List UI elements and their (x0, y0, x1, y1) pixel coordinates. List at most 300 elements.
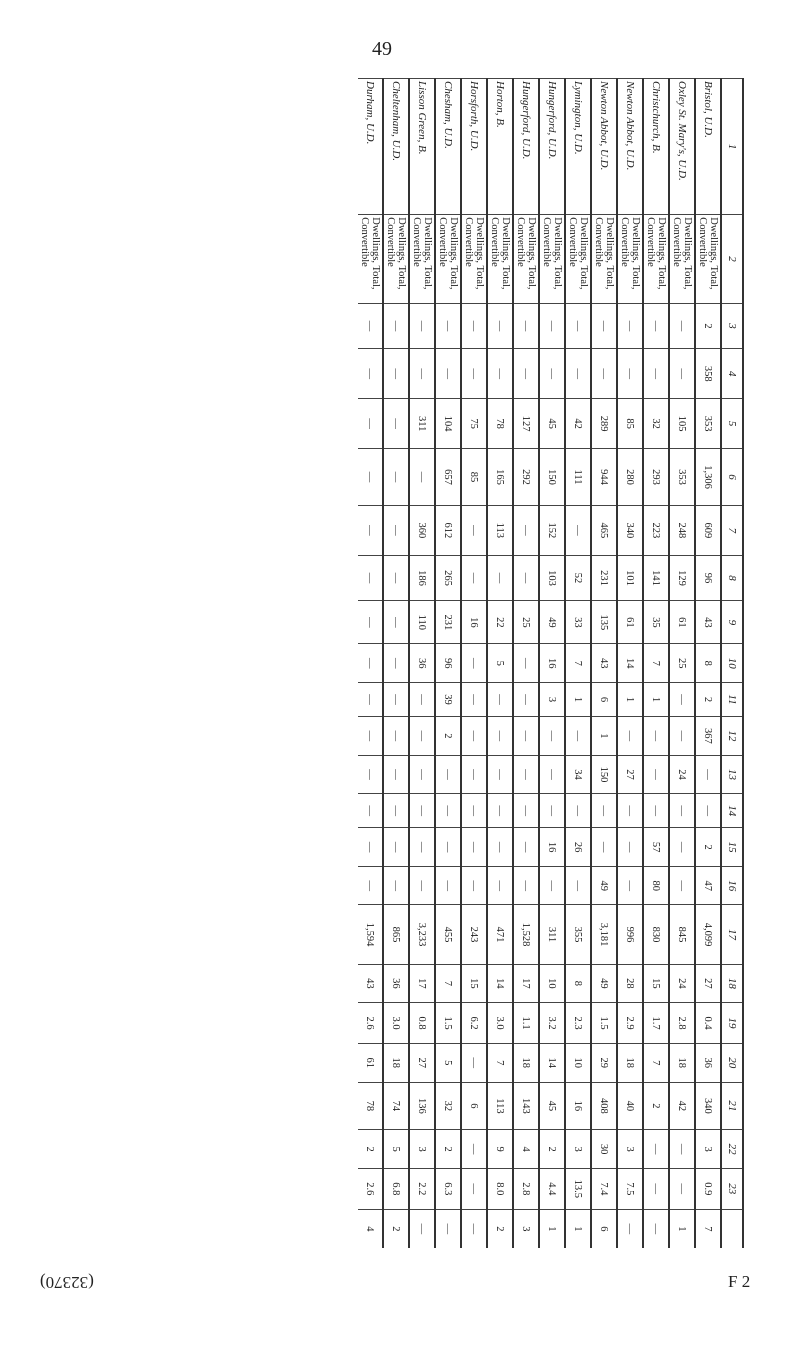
value-cell: 223 (643, 505, 669, 555)
value-cell: — (487, 794, 513, 828)
value-cell: 49 (539, 601, 565, 644)
value-cell: 3,233 (409, 905, 435, 964)
category-cell: Dwellings, Total, Convertible (358, 215, 383, 304)
value-cell: 135 (591, 601, 617, 644)
value-cell: — (409, 449, 435, 506)
value-cell: 14 (617, 644, 643, 683)
value-cell: 52 (565, 555, 591, 600)
value-cell: 27 (695, 964, 721, 1003)
value-cell: 14 (487, 964, 513, 1003)
value-cell: 5 (487, 644, 513, 683)
value-cell: — (383, 755, 409, 794)
value-cell: 4 (513, 1130, 539, 1169)
value-cell: — (487, 828, 513, 867)
table-body (358, 79, 721, 1249)
value-cell: 7 (565, 644, 591, 683)
value-cell: 248 (669, 505, 695, 555)
value-cell: 340 (617, 505, 643, 555)
value-cell: 3.0 (487, 1003, 513, 1044)
value-cell: — (409, 828, 435, 867)
value-cell: — (617, 717, 643, 756)
category-cell: Dwellings, Total, Convertible (487, 215, 513, 304)
value-cell: 1.5 (435, 1003, 461, 1044)
value-cell: 2 (643, 1082, 669, 1130)
column-number-header: 3 (721, 303, 743, 348)
value-cell: 61 (358, 1043, 383, 1082)
value-cell: 10 (565, 1043, 591, 1082)
value-cell: 25 (513, 601, 539, 644)
value-cell: 3,181 (591, 905, 617, 964)
value-cell: — (513, 505, 539, 555)
value-cell: 2.6 (358, 1003, 383, 1044)
region-cell: Horsforth, U.D. (461, 79, 487, 215)
table-row (695, 79, 721, 1249)
value-cell: 2 (695, 682, 721, 716)
value-cell: 280 (617, 449, 643, 506)
value-cell: 2 (695, 828, 721, 867)
value-cell: — (565, 505, 591, 555)
value-cell: 32 (435, 1082, 461, 1130)
column-number-header: 5 (721, 399, 743, 449)
value-cell: 18 (669, 1043, 695, 1082)
value-cell: 15 (643, 964, 669, 1003)
value-cell: 143 (513, 1082, 539, 1130)
value-cell: — (461, 755, 487, 794)
value-cell: 265 (435, 555, 461, 600)
value-cell: 40 (617, 1082, 643, 1130)
value-cell: 28 (617, 964, 643, 1003)
value-cell: 30 (591, 1130, 617, 1169)
value-cell: 1,306 (695, 449, 721, 506)
table-row (461, 79, 487, 1249)
region-cell: Hungerford, U.D. (513, 79, 539, 215)
column-number-header: 1 (721, 79, 743, 215)
value-cell: 47 (695, 866, 721, 905)
table-row (513, 79, 539, 1249)
value-cell: 45 (539, 1082, 565, 1130)
value-cell: 609 (695, 505, 721, 555)
value-cell: — (513, 682, 539, 716)
value-cell: 2 (435, 1130, 461, 1169)
value-cell: — (461, 1130, 487, 1169)
value-cell: 6.8 (383, 1168, 409, 1209)
value-cell: 7 (643, 644, 669, 683)
value-cell: — (358, 449, 383, 506)
value-cell: — (358, 828, 383, 867)
value-cell: — (669, 303, 695, 348)
column-number-header: 19 (721, 1003, 743, 1044)
value-cell: 32 (643, 399, 669, 449)
value-cell: 3.0 (383, 1003, 409, 1044)
value-cell: 57 (643, 828, 669, 867)
value-cell: 42 (669, 1082, 695, 1130)
value-cell: 2 (383, 1209, 409, 1248)
column-number-header: 16 (721, 866, 743, 905)
value-cell: — (383, 794, 409, 828)
value-cell: 8 (565, 964, 591, 1003)
value-cell: — (513, 866, 539, 905)
value-cell: 85 (617, 399, 643, 449)
region-cell: Horton, B. (487, 79, 513, 215)
value-cell: — (383, 349, 409, 399)
column-number-header: 11 (721, 682, 743, 716)
value-cell: — (409, 866, 435, 905)
value-cell: 78 (358, 1082, 383, 1130)
value-cell: 16 (539, 828, 565, 867)
value-cell: 113 (487, 505, 513, 555)
value-cell: 7 (643, 1043, 669, 1082)
value-cell: 74 (383, 1082, 409, 1130)
value-cell: — (669, 828, 695, 867)
value-cell: — (435, 349, 461, 399)
value-cell: — (461, 1043, 487, 1082)
value-cell: 353 (695, 399, 721, 449)
value-cell: 45 (539, 399, 565, 449)
value-cell: 1 (643, 682, 669, 716)
region-cell: Durham, U.D. (358, 79, 383, 215)
value-cell: 27 (409, 1043, 435, 1082)
value-cell: 830 (643, 905, 669, 964)
column-number-header: 12 (721, 717, 743, 756)
value-cell: 150 (591, 755, 617, 794)
value-cell: — (643, 1168, 669, 1209)
value-cell: 141 (643, 555, 669, 600)
value-cell: — (435, 755, 461, 794)
value-cell: — (409, 303, 435, 348)
value-cell: 16 (461, 601, 487, 644)
category-cell: Dwellings, Total, Convertible (409, 215, 435, 304)
value-cell: — (435, 1209, 461, 1248)
column-number-header: 20 (721, 1043, 743, 1082)
value-cell: 6.2 (461, 1003, 487, 1044)
column-number-row (721, 79, 743, 1249)
column-number-header: 7 (721, 505, 743, 555)
value-cell: 3 (565, 1130, 591, 1169)
value-cell: 3 (695, 1130, 721, 1169)
value-cell: — (358, 717, 383, 756)
value-cell: 36 (383, 964, 409, 1003)
value-cell: — (358, 644, 383, 683)
value-cell: — (643, 303, 669, 348)
value-cell: 4 (358, 1209, 383, 1248)
value-cell: 18 (513, 1043, 539, 1082)
value-cell: 465 (591, 505, 617, 555)
value-cell: — (565, 349, 591, 399)
value-cell: — (487, 866, 513, 905)
column-number-header: 9 (721, 601, 743, 644)
value-cell: — (383, 399, 409, 449)
value-cell: 34 (565, 755, 591, 794)
value-cell: 353 (669, 449, 695, 506)
value-cell: 367 (695, 717, 721, 756)
value-cell: 0.9 (695, 1168, 721, 1209)
table-row (591, 79, 617, 1249)
value-cell: 4.4 (539, 1168, 565, 1209)
value-cell: — (435, 303, 461, 348)
value-cell: — (669, 1130, 695, 1169)
value-cell: 4,099 (695, 905, 721, 964)
category-cell: Dwellings, Total, Convertible (383, 215, 409, 304)
value-cell: 39 (435, 682, 461, 716)
value-cell: — (513, 349, 539, 399)
value-cell: 3 (513, 1209, 539, 1248)
value-cell: 43 (591, 644, 617, 683)
value-cell: — (591, 349, 617, 399)
column-number-header: 8 (721, 555, 743, 600)
value-cell: 24 (669, 755, 695, 794)
value-cell: 2.6 (358, 1168, 383, 1209)
table-row (383, 79, 409, 1249)
value-cell: 289 (591, 399, 617, 449)
value-cell: 110 (409, 601, 435, 644)
value-cell: — (513, 755, 539, 794)
value-cell: — (565, 717, 591, 756)
column-number-header: 23 (721, 1168, 743, 1209)
statistics-table (358, 78, 744, 1248)
value-cell: 340 (695, 1082, 721, 1130)
value-cell: 5 (435, 1043, 461, 1082)
value-cell: 1.7 (643, 1003, 669, 1044)
region-cell: Oxley St. Mary's, U.D. (669, 79, 695, 215)
value-cell: — (643, 717, 669, 756)
value-cell: 2 (358, 1130, 383, 1169)
value-cell: 43 (358, 964, 383, 1003)
value-cell: — (461, 303, 487, 348)
print-code: (32370) (40, 1273, 94, 1292)
value-cell: 16 (539, 644, 565, 683)
value-cell: 3 (409, 1130, 435, 1169)
value-cell: — (695, 794, 721, 828)
value-cell: 127 (513, 399, 539, 449)
value-cell: 1 (669, 1209, 695, 1248)
value-cell: — (487, 555, 513, 600)
value-cell: — (358, 755, 383, 794)
column-number-header (721, 1209, 743, 1248)
value-cell: 2.8 (513, 1168, 539, 1209)
value-cell: 2 (435, 717, 461, 756)
value-cell: 944 (591, 449, 617, 506)
value-cell: 10 (539, 964, 565, 1003)
value-cell: 231 (435, 601, 461, 644)
category-cell: Dwellings, Total, Convertible (695, 215, 721, 304)
value-cell: 49 (591, 964, 617, 1003)
value-cell: — (461, 505, 487, 555)
value-cell: 78 (487, 399, 513, 449)
column-number-header: 14 (721, 794, 743, 828)
category-cell: Dwellings, Total, Convertible (461, 215, 487, 304)
value-cell: 27 (617, 755, 643, 794)
value-cell: — (539, 866, 565, 905)
value-cell: — (409, 794, 435, 828)
value-cell: 36 (409, 644, 435, 683)
value-cell: — (461, 644, 487, 683)
page-number: 49 (372, 38, 392, 60)
value-cell: — (358, 601, 383, 644)
table-row (358, 79, 383, 1249)
region-cell: Newton Abbot, U.D. (591, 79, 617, 215)
value-cell: 6 (591, 1209, 617, 1248)
value-cell: — (358, 866, 383, 905)
value-cell: 311 (539, 905, 565, 964)
value-cell: 17 (513, 964, 539, 1003)
column-number-header: 2 (721, 215, 743, 304)
value-cell: — (539, 794, 565, 828)
value-cell: — (487, 349, 513, 399)
value-cell: 103 (539, 555, 565, 600)
value-cell: — (383, 601, 409, 644)
value-cell: — (643, 1209, 669, 1248)
value-cell: 1,528 (513, 905, 539, 964)
table-row (617, 79, 643, 1249)
value-cell: 8 (695, 644, 721, 683)
value-cell: 2.8 (669, 1003, 695, 1044)
column-number-header: 22 (721, 1130, 743, 1169)
value-cell: — (358, 555, 383, 600)
value-cell: — (383, 717, 409, 756)
value-cell: — (461, 717, 487, 756)
value-cell: — (539, 303, 565, 348)
value-cell: — (643, 349, 669, 399)
value-cell: 612 (435, 505, 461, 555)
table-row (487, 79, 513, 1249)
value-cell: — (435, 866, 461, 905)
value-cell: 33 (565, 601, 591, 644)
value-cell: 6 (461, 1082, 487, 1130)
column-number-header: 13 (721, 755, 743, 794)
value-cell: — (669, 866, 695, 905)
value-cell: 13.5 (565, 1168, 591, 1209)
category-cell: Dwellings, Total, Convertible (565, 215, 591, 304)
value-cell: 150 (539, 449, 565, 506)
region-cell: Chesham, U.D. (435, 79, 461, 215)
value-cell: 113 (487, 1082, 513, 1130)
column-number-header: 18 (721, 964, 743, 1003)
value-cell: — (669, 349, 695, 399)
value-cell: 8.0 (487, 1168, 513, 1209)
value-cell: — (358, 349, 383, 399)
value-cell: — (358, 682, 383, 716)
value-cell: 80 (643, 866, 669, 905)
value-cell: 3 (617, 1130, 643, 1169)
value-cell: 231 (591, 555, 617, 600)
value-cell: 7 (435, 964, 461, 1003)
value-cell: 36 (695, 1043, 721, 1082)
value-cell: 104 (435, 399, 461, 449)
category-cell: Dwellings, Total, Convertible (591, 215, 617, 304)
value-cell: — (487, 755, 513, 794)
value-cell: 22 (487, 601, 513, 644)
value-cell: — (617, 828, 643, 867)
value-cell: — (513, 828, 539, 867)
region-cell: Hungerford, U.D. (539, 79, 565, 215)
value-cell: 136 (409, 1082, 435, 1130)
value-cell: 1 (565, 1209, 591, 1248)
value-cell: — (409, 755, 435, 794)
value-cell: — (461, 555, 487, 600)
value-cell: 18 (383, 1043, 409, 1082)
value-cell: — (383, 303, 409, 348)
value-cell: — (617, 349, 643, 399)
value-cell: — (643, 794, 669, 828)
value-cell: — (617, 1209, 643, 1248)
value-cell: — (695, 755, 721, 794)
value-cell: — (461, 682, 487, 716)
value-cell: 0.4 (695, 1003, 721, 1044)
value-cell: — (383, 449, 409, 506)
value-cell: 845 (669, 905, 695, 964)
value-cell: — (591, 303, 617, 348)
value-cell: 152 (539, 505, 565, 555)
value-cell: — (669, 717, 695, 756)
category-cell: Dwellings, Total, Convertible (435, 215, 461, 304)
value-cell: 15 (461, 964, 487, 1003)
value-cell: 1 (617, 682, 643, 716)
value-cell: 2 (539, 1130, 565, 1169)
region-cell: Lisson Green, B. (409, 79, 435, 215)
value-cell: 292 (513, 449, 539, 506)
column-number-header: 17 (721, 905, 743, 964)
value-cell: 26 (565, 828, 591, 867)
value-cell: — (669, 1168, 695, 1209)
value-cell: — (643, 755, 669, 794)
column-number-header: 15 (721, 828, 743, 867)
value-cell: 243 (461, 905, 487, 964)
value-cell: — (591, 794, 617, 828)
value-cell: 24 (669, 964, 695, 1003)
value-cell: — (487, 682, 513, 716)
value-cell: — (539, 755, 565, 794)
value-cell: — (358, 794, 383, 828)
value-cell: — (539, 717, 565, 756)
value-cell: 49 (591, 866, 617, 905)
value-cell: 3 (539, 682, 565, 716)
value-cell: — (513, 644, 539, 683)
value-cell: 360 (409, 505, 435, 555)
value-cell: — (565, 866, 591, 905)
table-row (669, 79, 695, 1249)
value-cell: — (358, 303, 383, 348)
value-cell: 1 (591, 717, 617, 756)
value-cell: — (487, 717, 513, 756)
table-frame (62, 78, 744, 1248)
value-cell: 165 (487, 449, 513, 506)
value-cell: — (383, 555, 409, 600)
value-cell: 996 (617, 905, 643, 964)
value-cell: — (409, 1209, 435, 1248)
value-cell: 29 (591, 1043, 617, 1082)
value-cell: 1 (539, 1209, 565, 1248)
value-cell: 2 (695, 303, 721, 348)
value-cell: — (358, 505, 383, 555)
value-cell: — (383, 866, 409, 905)
value-cell: 657 (435, 449, 461, 506)
value-cell: 865 (383, 905, 409, 964)
value-cell: — (383, 644, 409, 683)
region-cell: Christchurch, B. (643, 79, 669, 215)
value-cell: — (461, 866, 487, 905)
value-cell: — (409, 349, 435, 399)
value-cell: 2.3 (565, 1003, 591, 1044)
value-cell: 1,594 (358, 905, 383, 964)
value-cell: — (669, 682, 695, 716)
table-row (539, 79, 565, 1249)
value-cell: 42 (565, 399, 591, 449)
value-cell: — (669, 794, 695, 828)
value-cell: 9 (487, 1130, 513, 1169)
value-cell: 25 (669, 644, 695, 683)
table-row (435, 79, 461, 1249)
value-cell: 0.8 (409, 1003, 435, 1044)
